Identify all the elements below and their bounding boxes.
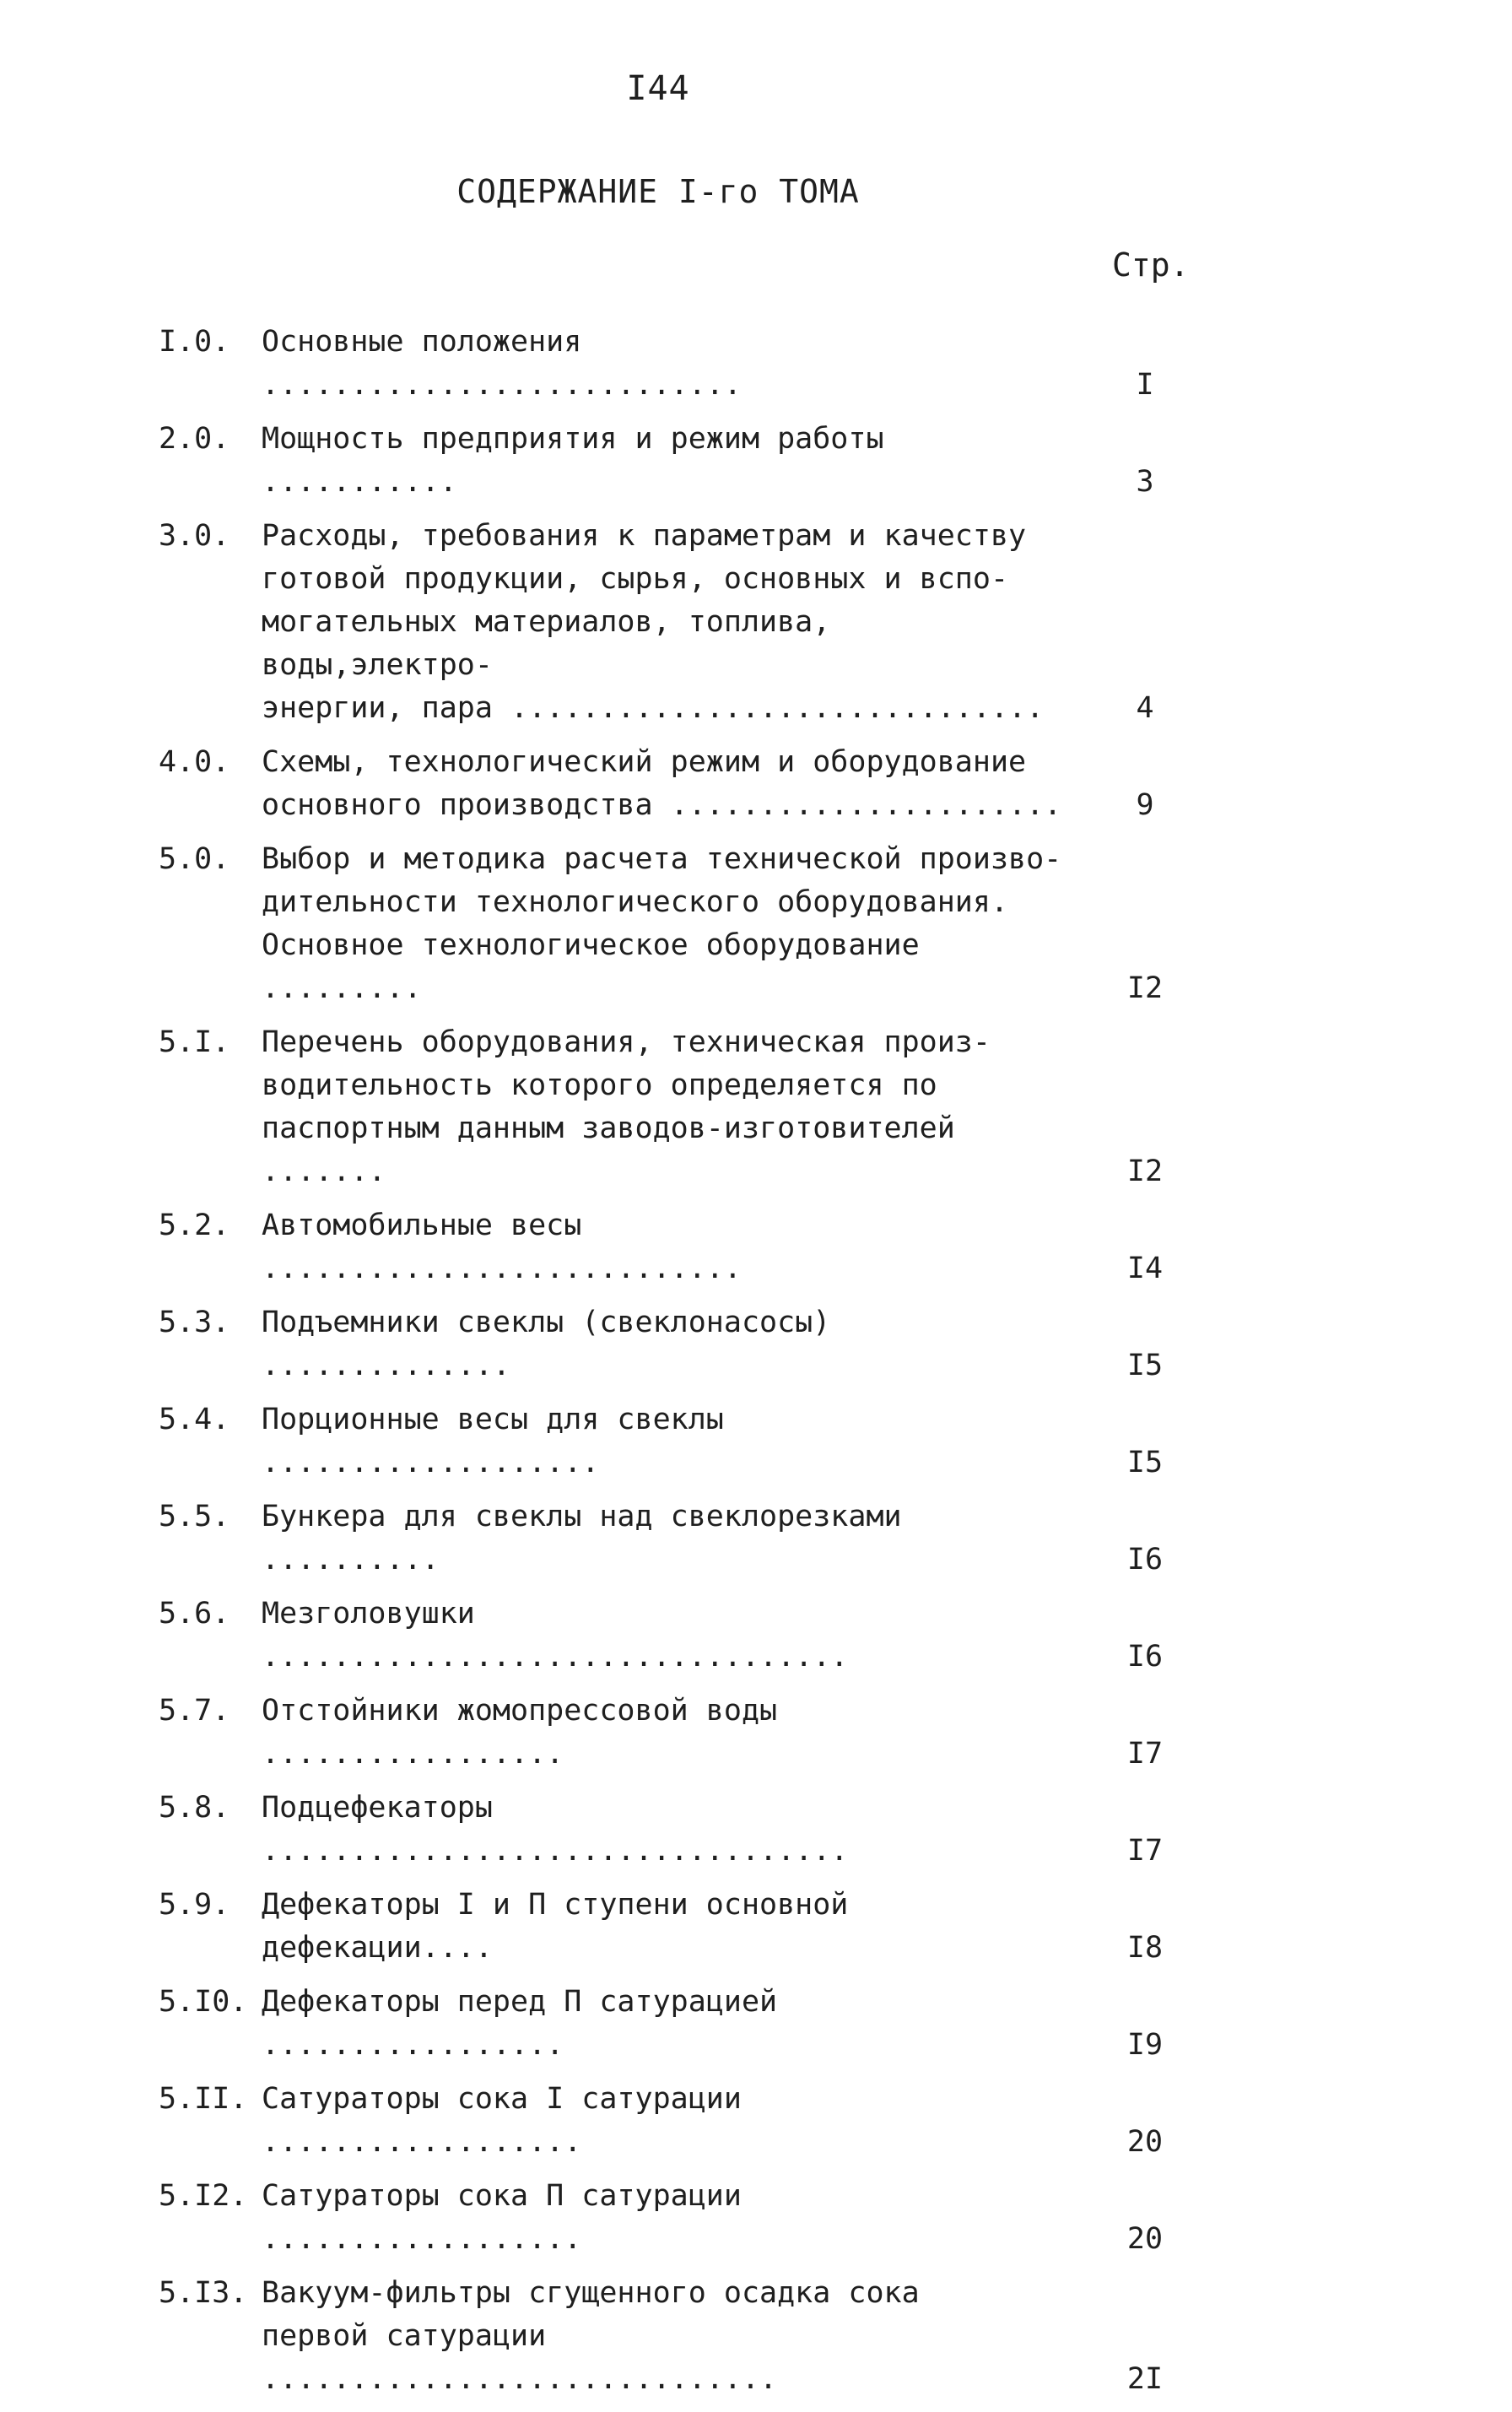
toc-entry-number: 5.4. bbox=[159, 1403, 230, 1436]
toc-entry-page: I2 bbox=[1126, 971, 1164, 1005]
toc-entry-page: 3 bbox=[1136, 465, 1154, 499]
toc-entry bbox=[0, 1593, 1512, 1679]
toc-entry-text: Сатураторы сока П сатурации .................. bbox=[262, 2179, 742, 2256]
toc-entry-text: Перечень оборудования, техническая произ- водительность которого определяется по паспортным данным заводов-изготовителей ....... bbox=[262, 1025, 991, 1188]
toc-entry bbox=[0, 321, 1512, 407]
toc-entry bbox=[0, 1398, 1512, 1485]
page-number: I44 bbox=[626, 69, 690, 108]
toc-entry-page: 2I bbox=[1126, 2362, 1164, 2396]
toc-entry-number: 5.7. bbox=[159, 1694, 230, 1728]
toc-entry bbox=[0, 741, 1512, 827]
toc-entry-number: 5.I3. bbox=[159, 2276, 248, 2310]
toc-entry bbox=[0, 1021, 1512, 1193]
toc-entry bbox=[0, 1301, 1512, 1387]
toc-entry-text: Сатураторы сока I сатурации .................. bbox=[262, 2082, 742, 2159]
toc-entry-number: 5.9. bbox=[159, 1888, 230, 1922]
toc-entry bbox=[0, 2078, 1512, 2164]
toc-entry-text: Основные положения ........................... bbox=[262, 325, 742, 402]
toc-entry-text: Мезголовушки ................................. bbox=[262, 1597, 849, 1674]
toc-entry bbox=[0, 1495, 1512, 1582]
toc-entry bbox=[0, 838, 1512, 1010]
toc-entry-page: I2 bbox=[1126, 1155, 1164, 1188]
toc-entry-number: 5.I0. bbox=[159, 1985, 248, 2019]
toc-entry-text: Отстойники жомопрессовой воды ................. bbox=[262, 1694, 778, 1771]
toc-entry-page: I bbox=[1136, 368, 1154, 402]
toc-entry-page: I7 bbox=[1126, 1834, 1164, 1868]
toc-entry-text: Порционные весы для свеклы ................... bbox=[262, 1403, 724, 1479]
toc-entry bbox=[0, 515, 1512, 730]
toc-entry bbox=[0, 2175, 1512, 2261]
toc-entry-page: I6 bbox=[1126, 1543, 1164, 1576]
toc-entry-text: Бункера для свеклы над свеклорезками .......... bbox=[262, 1500, 902, 1576]
toc-entry-number: 2.0. bbox=[159, 422, 230, 456]
toc-entry-number: 5.0. bbox=[159, 842, 230, 876]
toc-entry-text: Подъемники свеклы (свеклонасосы) .............. bbox=[262, 1306, 831, 1382]
toc-entry-page: I8 bbox=[1126, 1931, 1164, 1965]
toc-entry-page: 4 bbox=[1136, 691, 1154, 725]
toc-entry-number: 4.0. bbox=[159, 745, 230, 779]
toc-entry-page: I7 bbox=[1126, 1737, 1164, 1771]
toc-entry-text: Дефекаторы I и П ступени основной дефекации.... bbox=[262, 1888, 849, 1965]
toc-entry-text: Выбор и методика расчета технической произво- дительности технологического оборудования. Основное технологическое оборудование ......... bbox=[262, 842, 1062, 1005]
toc-entry bbox=[0, 1204, 1512, 1290]
toc-entry-number: 3.0. bbox=[159, 519, 230, 553]
toc-entry-number: 5.2. bbox=[159, 1209, 230, 1242]
toc-entry-text: Расходы, требования к параметрам и качеству готовой продукции, сырья, основных и вспо- могательных материалов, топлива, воды,электро- энергии, пара .............................. bbox=[262, 519, 1045, 725]
toc-entry-page: 20 bbox=[1126, 2222, 1164, 2256]
toc-entry-page: 20 bbox=[1126, 2125, 1164, 2159]
toc-entry-page: I4 bbox=[1126, 1252, 1164, 1285]
toc-entry-number: 5.6. bbox=[159, 1597, 230, 1631]
toc-entry-number: I.0. bbox=[159, 325, 230, 359]
toc-entry-text: Мощность предприятия и режим работы ........... bbox=[262, 422, 884, 499]
toc-entry-number: 5.I. bbox=[159, 1025, 230, 1059]
toc-entry-number: 5.8. bbox=[159, 1791, 230, 1825]
toc-entry-text: Подцефекаторы ................................. bbox=[262, 1791, 849, 1868]
toc-entry-number: 5.I2. bbox=[159, 2179, 248, 2213]
toc-entry-page: I5 bbox=[1126, 1446, 1164, 1479]
toc-entry-page: I6 bbox=[1126, 1640, 1164, 1674]
toc-entry bbox=[0, 418, 1512, 504]
toc-entry bbox=[0, 1884, 1512, 1970]
toc-entry-text: Вакуум-фильтры сгущенного осадка сока первой сатурации ............................. bbox=[262, 2276, 920, 2396]
page-column-label: Стр. bbox=[1112, 246, 1190, 284]
toc-entry-text: Схемы, технологический режим и оборудование основного производства ...................... bbox=[262, 745, 1062, 822]
table-of-contents bbox=[0, 321, 1512, 2412]
toc-entry-text: Автомобильные весы ........................... bbox=[262, 1209, 742, 1285]
toc-entry bbox=[0, 1787, 1512, 1873]
toc-entry bbox=[0, 2272, 1512, 2401]
toc-entry-number: 5.3. bbox=[159, 1306, 230, 1339]
toc-entry-page: I9 bbox=[1126, 2028, 1164, 2062]
toc-entry-page: 9 bbox=[1136, 788, 1154, 822]
toc-entry-page: I5 bbox=[1126, 1349, 1164, 1382]
toc-entry-text: Дефекаторы перед П сатурацией ................. bbox=[262, 1985, 778, 2062]
toc-entry bbox=[0, 1690, 1512, 1776]
toc-entry-number: 5.II. bbox=[159, 2082, 248, 2116]
toc-entry-number: 5.5. bbox=[159, 1500, 230, 1533]
page-title: СОДЕРЖАНИЕ I-го ТОМА bbox=[456, 173, 860, 210]
toc-entry bbox=[0, 1981, 1512, 2067]
